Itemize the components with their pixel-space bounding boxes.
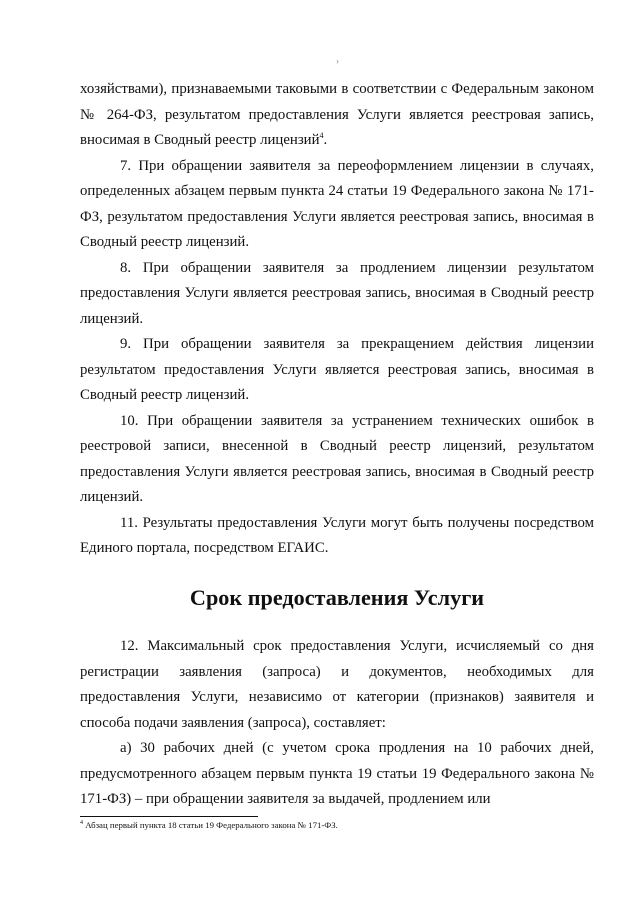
paragraph-continuation: хозяйствами), признаваемыми таковыми в соответствии с Федеральным законом № 264-ФЗ, результатом предоставления Услуги является реестровая запись, вносимая в Сводный реестр лицензий$^4$. (80, 81, 594, 148)
paragraph-11: 11. Результаты предоставления Услуги могут быть получены посредством Единого портала, посредством ЕГАИС. (80, 514, 594, 556)
paragraph-9: 9. При обращении заявителя за прекращением действия лицензии результатом предоставления Услуги является реестровая запись, вносимая в Сводный реестр лицензий. (80, 336, 594, 403)
section-heading: Срок предоставления Услуги (189, 584, 485, 610)
footnote (80, 819, 594, 831)
page-mark: › (336, 56, 339, 66)
paragraph-12: 12. Максимальный срок предоставления Услуги, исчисляемый со дня регистрации заявления (запроса) и документов, необходимых для предоставления Услуги, независимо от категории (признаков) заявителя и способа подачи заявления (запроса), составляет: (80, 638, 594, 731)
footnote-marker: 4 (80, 820, 83, 827)
paragraph-10: 10. При обращении заявителя за устранением технических ошибок в реестровой записи, внесенной в Сводный реестр лицензий, результатом предоставления Услуги является реестровая запись, вносимая в Сводный реестр лицензий. (80, 412, 594, 505)
footnote-text: Абзац первый пункта 18 статьи 19 Федерального закона № 171-ФЗ. (83, 820, 338, 830)
paragraph-7: 7. При обращении заявителя за переоформлением лицензии в случаях, определенных абзацем первым пункта 24 статьи 19 Федерального закона № 171-ФЗ, результатом предоставления Услуги является реестровая запись, вносимая в Сводный реестр лицензий. (80, 157, 594, 250)
footnote-divider (80, 816, 258, 817)
paragraph-8: 8. При обращении заявителя за продлением лицензии результатом предоставления Услуги является реестровая запись, вносимая в Сводный реестр лицензий. (80, 259, 594, 327)
paragraph-12a: а) 30 рабочих дней (с учетом срока продления на 10 рабочих дней, предусмотренного абзацем первым пункта 19 статьи 19 Федерального закона № 171-ФЗ) – при обращении заявителя за выдачей, продлением или (80, 740, 594, 807)
footnote-reference[interactable]: 4 (319, 131, 324, 141)
document-body (80, 77, 594, 813)
